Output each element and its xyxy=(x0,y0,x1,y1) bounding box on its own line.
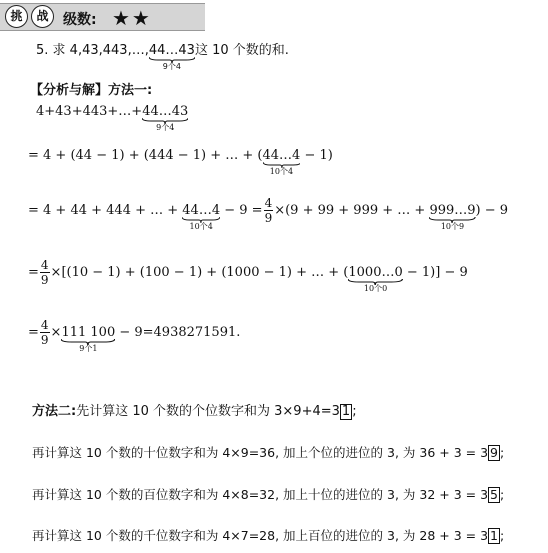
level-stars: ★★ xyxy=(112,6,152,30)
method1-heading: 【分析与解】方法一: xyxy=(30,83,153,98)
problem-term: 44…43 9个4 xyxy=(148,43,195,71)
level-label: 级数: xyxy=(63,12,97,28)
challenge-circle-2: 战 xyxy=(31,5,54,28)
problem-text-a: 求 4,43,443,…, xyxy=(52,43,149,58)
level-header xyxy=(0,0,218,31)
digit-box: 1 xyxy=(341,404,351,419)
method1-line2: = 4 + 44 + 444 + … + 44…4 10个4 − 9 = $\frac{4}{9}$ ×(9 + 99 + 999 + … + 999…9 10个9 ) − 9 xyxy=(28,196,509,231)
method1-line4: = $\frac{4}{9}$ ×111 100 9个1 − 9=4938271591. xyxy=(28,318,241,353)
digit-box: 1 xyxy=(490,528,498,543)
problem-number: 5. xyxy=(36,43,49,58)
term-brace-label: 9个4 xyxy=(162,62,181,71)
digit-box: 5 xyxy=(490,487,498,502)
method2-line3: 再计算这 10 个数的百位数字和为 4×8=32, 加上十位的进位的 3, 为 32 + 3 = 3 5 ; xyxy=(32,487,505,502)
method2-line2: 再计算这 10 个数的十位数字和为 4×9=36, 加上个位的进位的 3, 为 36 + 3 = 3 9 ; xyxy=(32,445,505,460)
method1-line0: 4+43+443+…+44…43 9个4 xyxy=(36,104,189,132)
method2-line1: 方法二:先计算这 10 个数的个位数字和为 3×9+4=3 1 ; xyxy=(32,404,357,419)
problem-statement xyxy=(36,43,289,71)
method2-heading: 方法二: xyxy=(32,404,77,419)
method1-line3: = $\frac{4}{9}$ ×[(10 − 1) + (100 − 1) + (1000 − 1) + … + (1000…0 10个0 − 1)] − 9 xyxy=(28,258,468,293)
method1-line1: = 4 + (44 − 1) + (444 − 1) + … + (44…4 10个4 − 1) xyxy=(28,148,333,176)
method2-line4: 再计算这 10 个数的千位数字和为 4×7=28, 加上百位的进位的 3, 为 28 + 3 = 3 1 ; xyxy=(32,528,505,543)
challenge-circle-1: 挑 xyxy=(5,5,28,28)
problem-text-b: 这 10 个数的和. xyxy=(194,43,289,58)
digit-box: 9 xyxy=(490,445,498,460)
